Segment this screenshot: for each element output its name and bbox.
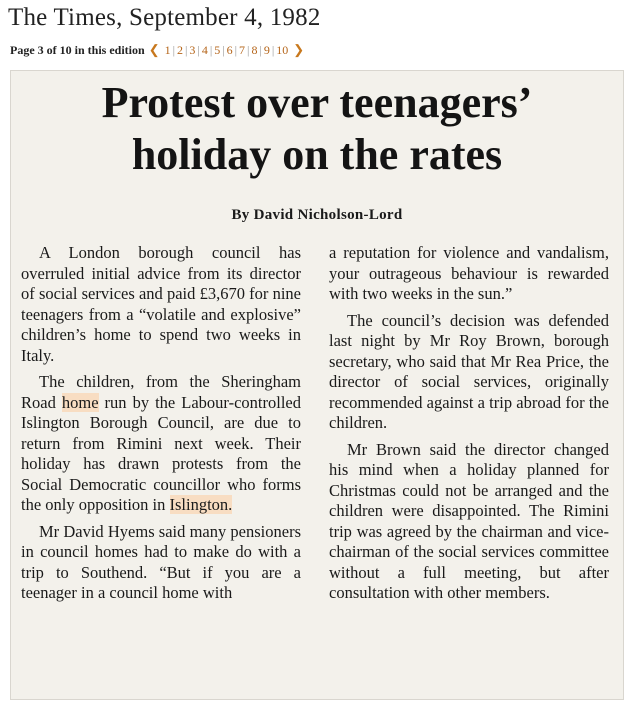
page-link-6[interactable]: 6	[226, 42, 233, 57]
page-navigator	[10, 41, 308, 59]
page-link-10[interactable]: 10	[276, 42, 289, 57]
page-link-1[interactable]: 1	[164, 42, 171, 57]
page-link-3[interactable]: 3	[189, 42, 196, 57]
article-headline: Protest over teenagers’ holiday on the rates	[101, 78, 533, 179]
article-column-2	[329, 243, 609, 610]
paragraph: a reputation for violence and vandalism, your outrageous behaviour is rewarded with two weeks in the sun.”	[329, 243, 609, 303]
paragraph: Mr Brown said the director changed his mind when a holiday planned for Christmas could not be arranged and the children were disappointed. The Rimini trip was agreed by the chairman and vice-chairman of the social services committee without a full meeting, but after consultation with other members.	[329, 439, 609, 602]
page-links: 1 | 2 | 3 | 4 | 5 | 6 | 7 | 8 | 9 | 10	[164, 42, 289, 57]
article-clipping	[10, 70, 624, 700]
next-page-arrow-icon[interactable]: ❯	[293, 42, 305, 57]
page-link-4[interactable]: 4	[201, 42, 208, 57]
page-link-9[interactable]: 9	[263, 42, 270, 57]
page-link-5[interactable]: 5	[214, 42, 221, 57]
paragraph: A London borough council has overruled initial advice from its director of social services and paid £3,670 for nine teenagers from a “volatile and explosive” children’s home to spend two weeks in Italy.	[21, 243, 301, 365]
edition-title: The Times, September 4, 1982	[8, 4, 321, 31]
page-link-8[interactable]: 8	[251, 42, 258, 57]
search-highlight: home	[61, 392, 99, 412]
article-column-1	[21, 243, 301, 610]
paragraph: The children, from the Sheringham Road home run by the Labour-controlled Islington Borough Council, are due to return from Rimini next week. Their holiday has drawn protests from the Social Democratic councillor who forms the only opposition in Islington.	[21, 372, 301, 514]
page-link-7[interactable]: 7	[239, 42, 246, 57]
page-indicator: Page 3 of 10 in this edition	[10, 42, 145, 57]
search-highlight: Islington.	[169, 495, 233, 514]
prev-page-arrow-icon[interactable]: ❮	[148, 42, 160, 57]
article-byline: By David Nicholson-Lord	[231, 207, 403, 223]
page-link-2[interactable]: 2	[177, 42, 183, 57]
paragraph: Mr David Hyems said many pensioners in council homes had to make do with a trip to Southend. “But if you are a teenager in a council home with	[21, 521, 301, 602]
paragraph: The council’s decision was defended last night by Mr Roy Brown, borough secretary, who said that Mr Rea Price, the director of social services, originally recommended against a trip abroad for the children.	[329, 310, 609, 432]
